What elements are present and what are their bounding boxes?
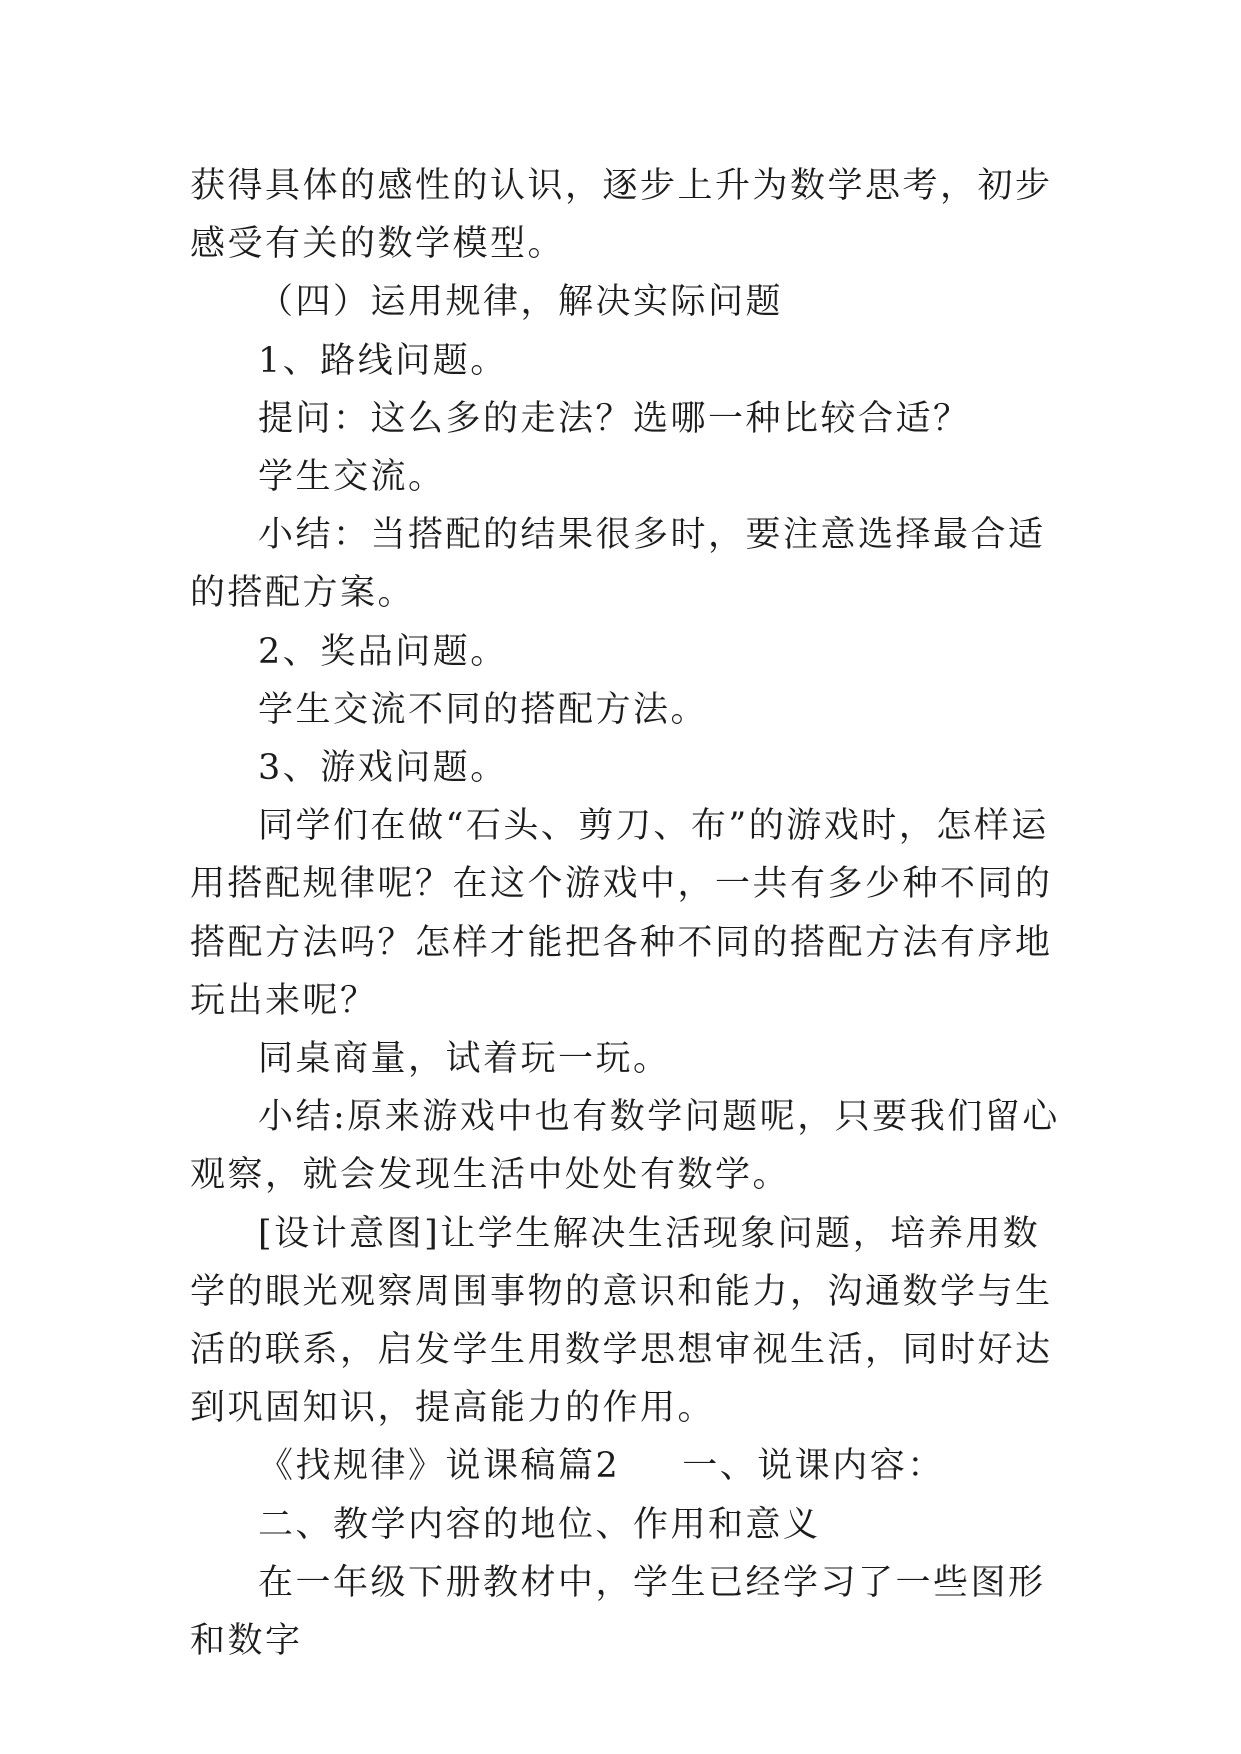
paragraph-content-position: 二、教学内容的地位、作用和意义 [258, 1504, 821, 1545]
paragraph-summary-one: 小结：当搭配的结果很多时，要注意选择最合适的搭配方案。 [190, 515, 1046, 614]
paragraph-deskmate-discussion: 同桌商量，试着玩一玩。 [258, 1039, 671, 1080]
paragraph-question: 提问：这么多的走法？选哪一种比较合适？ [258, 398, 971, 439]
paragraph-intro: 获得具体的感性的认识，逐步上升为数学思考，初步感受有关的数学模型。 [190, 166, 1053, 265]
paragraph-design-intent: [设计意图]让学生解决生活现象问题，培养用数学的眼光观察周围事物的意识和能力，沟通数学与生活的联系，启发学生用数学思想审视生活，同时好达到巩固知识，提高能力的作用。 [190, 1213, 1053, 1429]
section-heading-line [190, 1437, 1070, 1495]
paragraph-student-methods: 学生交流不同的搭配方法。 [258, 689, 709, 730]
paragraph-route-problem: 1、路线问题。 [258, 340, 508, 381]
section-subtitle: 一、说课内容： [682, 1446, 945, 1487]
paragraph-section-four-heading: （四）运用规律，解决实际问题 [258, 282, 784, 323]
paragraph-summary-two: 小结:原来游戏中也有数学问题呢，只要我们留心观察，就会发现生活中处处有数学。 [190, 1097, 1060, 1196]
paragraph-game-problem: 3、游戏问题。 [258, 748, 508, 789]
paragraph-student-discussion: 学生交流。 [258, 457, 446, 498]
paragraph-game-description: 同学们在做“石头、剪刀、布”的游戏时，怎样运用搭配规律呢？在这个游戏中，一共有多少种不同的搭配方法吗？怎样才能把各种不同的搭配方法有序地玩出来呢？ [190, 806, 1053, 1021]
paragraph-grade-one-materials: 在一年级下册教材中，学生已经学习了一些图形和数字 [190, 1562, 1046, 1662]
document-body [190, 157, 1070, 1670]
section-title: 《找规律》说课稿篇2 [258, 1446, 621, 1487]
paragraph-prize-problem: 2、奖品问题。 [258, 631, 508, 672]
